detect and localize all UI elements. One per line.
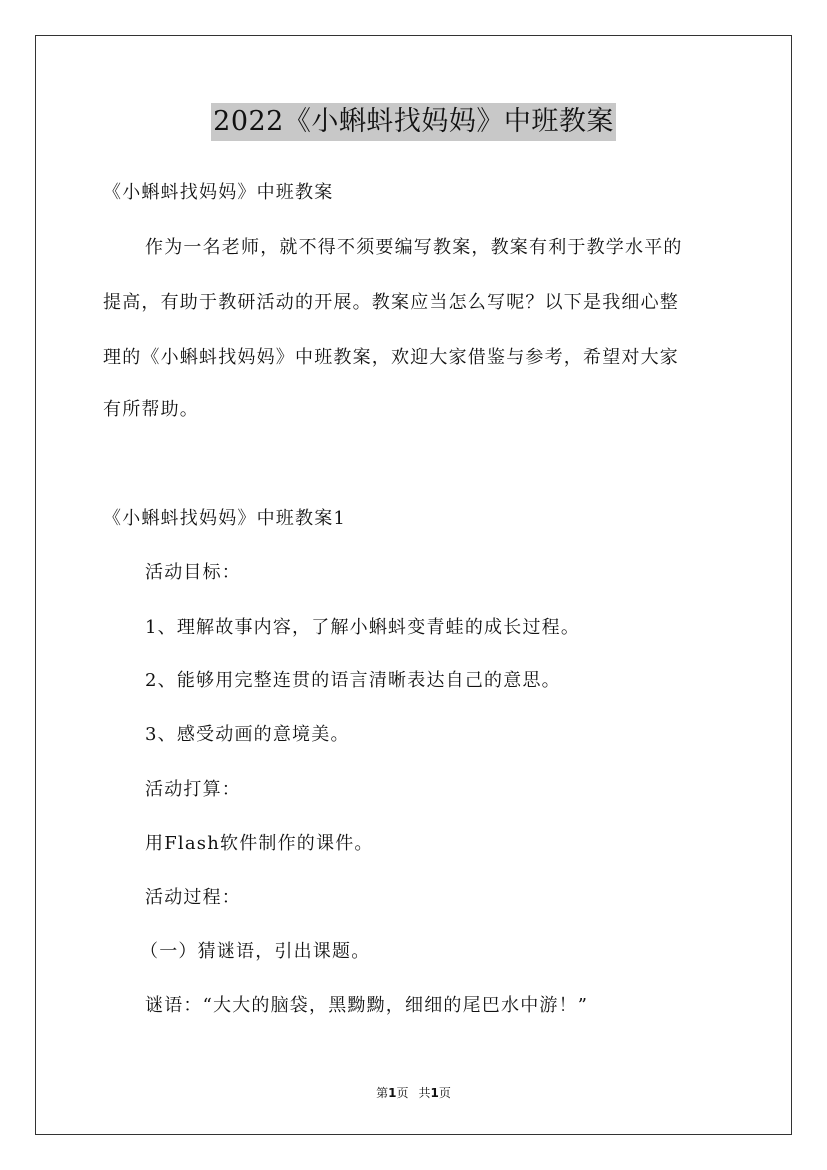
process-step-1: （一）猜谜语，引出课题。 <box>140 941 371 962</box>
footer-total-suffix: 页 <box>438 1086 451 1100</box>
document-title: 2022《小蝌蚪找妈妈》中班教案 <box>211 103 616 141</box>
footer-total-prefix: 共 <box>418 1086 431 1100</box>
footer-page-suffix: 页 <box>396 1086 409 1100</box>
goal-item-1: 1、理解故事内容，了解小蝌蚪变青蛙的成长过程。 <box>145 617 581 638</box>
intro-line-4: 有所帮助。 <box>103 399 199 420</box>
prep-heading: 活动打算： <box>145 779 241 800</box>
document-subtitle: 《小蝌蚪找妈妈》中班教案 <box>103 182 334 203</box>
intro-line-2: 提高，有助于教研活动的开展。教案应当怎么写呢？以下是我细心整 <box>103 292 679 313</box>
footer-total-number: 1 <box>430 1086 439 1100</box>
process-heading: 活动过程： <box>145 887 241 908</box>
section-heading: 《小蝌蚪找妈妈》中班教案1 <box>103 508 347 529</box>
footer-page-number: 1 <box>388 1086 397 1100</box>
intro-line-3: 理的《小蝌蚪找妈妈》中班教案，欢迎大家借鉴与参考，希望对大家 <box>103 347 679 368</box>
page-footer <box>0 1085 827 1101</box>
title-container <box>0 103 827 141</box>
goals-heading: 活动目标： <box>145 562 241 583</box>
footer-page-prefix: 第 <box>376 1086 389 1100</box>
intro-line-1: 作为一名老师，就不得不须要编写教案，教案有利于教学水平的 <box>145 237 683 258</box>
goal-item-2: 2、能够用完整连贯的语言清晰表达自己的意思。 <box>145 670 561 691</box>
riddle-text: 谜语：“大大的脑袋，黑黝黝，细细的尾巴水中游！” <box>145 995 589 1016</box>
prep-text: 用Flash软件制作的课件。 <box>145 833 374 854</box>
goal-item-3: 3、感受动画的意境美。 <box>145 724 350 745</box>
